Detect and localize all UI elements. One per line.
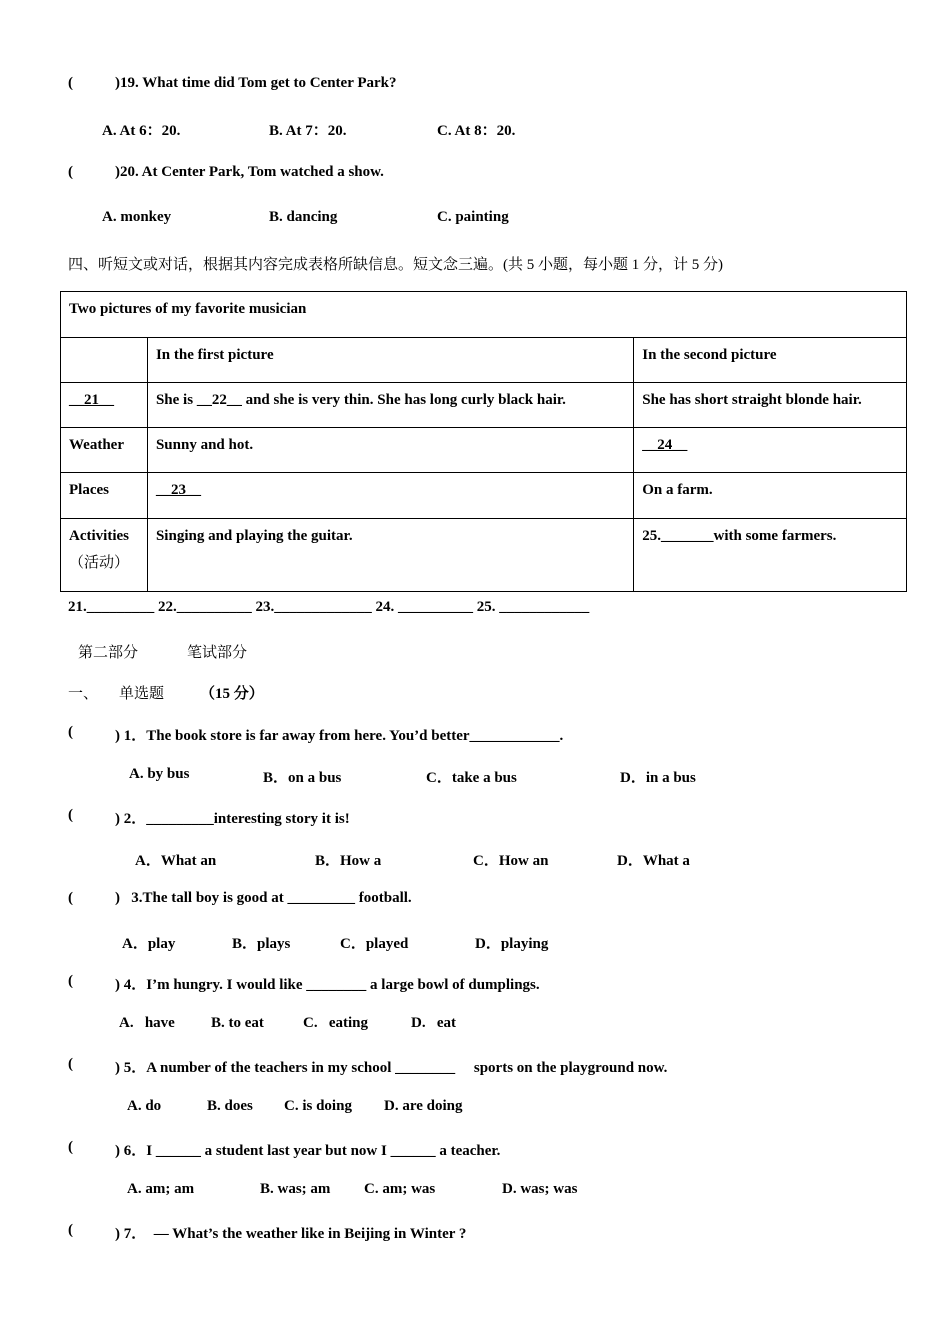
table-row [61, 428, 907, 473]
activities-note: （活动） [69, 555, 130, 571]
q19-paren: ( [68, 75, 73, 91]
mcq2-paren: ( [68, 807, 73, 823]
mcq2-option-c: C．How an [473, 853, 549, 869]
mcq3-option-d: D．playing [475, 936, 549, 952]
q19-text: )19. What time did Tom get to Center Park? [115, 75, 397, 91]
mcq3-option-b: B．plays [232, 936, 291, 952]
mcq3-option-a: A．play [122, 936, 176, 952]
q20-paren: ( [68, 164, 73, 180]
mcq4-option-a: A. have [119, 1015, 175, 1031]
table-row [61, 383, 907, 428]
mcq2-option-d: D．What a [617, 853, 690, 869]
blank-21: __21__ [61, 383, 148, 428]
mcq5-option-c: C. is doing [284, 1098, 352, 1114]
table-header-row [61, 338, 907, 383]
mcq1-text: ) 1．The book store is far away from here. You’d better____________. [115, 728, 564, 744]
mcq7-paren: ( [68, 1222, 73, 1238]
section1-label: 一、 [68, 686, 99, 702]
mcq5-option-a: A. do [127, 1098, 162, 1114]
places-second: On a farm. [634, 473, 907, 519]
q20-option-a: A. monkey [102, 209, 172, 225]
q20-option-c: C. painting [437, 209, 509, 225]
part2-title: 笔试部分 [187, 645, 248, 661]
appearance-first: She is __22__ and she is very thin. She has long curly black hair. [147, 383, 633, 428]
q20-option-b: B. dancing [269, 209, 338, 225]
mcq1-option-d: D．in a bus [620, 770, 696, 786]
info-table [60, 291, 907, 592]
mcq6-text: ) 6．I ______ a student last year but now I ______ a teacher. [115, 1143, 501, 1159]
mcq5-paren: ( [68, 1056, 73, 1072]
table-header-second: In the second picture [634, 338, 907, 383]
mcq6-paren: ( [68, 1139, 73, 1155]
mcq6-option-a: A. am; am [127, 1181, 195, 1197]
mcq6-option-d: D. was; was [502, 1181, 578, 1197]
mcq3-paren: ( [68, 890, 73, 906]
mcq1-option-b: B．on a bus [263, 770, 342, 786]
mcq1-option-a: A. by bus [129, 766, 190, 782]
weather-label: Weather [61, 428, 148, 473]
activities-label: Activities [69, 528, 129, 544]
blank-24: __24__ [634, 428, 907, 473]
table-header-first: In the first picture [147, 338, 633, 383]
section4-instruction: 四、听短文或对话，根据其内容完成表格所缺信息。短文念三遍。(共 5 小题，每小题 1 分，计 5 分) [68, 257, 723, 273]
appearance-second: She has short straight blonde hair. [634, 383, 907, 428]
table-title-row [61, 292, 907, 338]
mcq4-text: ) 4．I’m hungry. I would like ________ a large bowl of dumplings. [115, 977, 540, 993]
mcq1-option-c: C．take a bus [426, 770, 517, 786]
mcq4-paren: ( [68, 973, 73, 989]
table-row [61, 519, 907, 592]
activities-first: Singing and playing the guitar. [147, 519, 633, 592]
mcq1-paren: ( [68, 724, 73, 740]
mcq2-option-a: A．What an [135, 853, 217, 869]
mcq6-option-b: B. was; am [260, 1181, 331, 1197]
mcq7-text: ) 7． — What’s the weather like in Beijing in Winter ? [115, 1226, 467, 1242]
places-label: Places [61, 473, 148, 519]
mcq3-option-c: C．played [340, 936, 409, 952]
part2-label: 第二部分 [78, 645, 139, 661]
table-header-empty [61, 338, 148, 383]
section1-title: 单选题 [119, 686, 165, 702]
q19-option-b: B. At 7：20. [269, 123, 347, 139]
mcq5-option-d: D. are doing [384, 1098, 463, 1114]
mcq4-option-c: C. eating [303, 1015, 368, 1031]
weather-first: Sunny and hot. [147, 428, 633, 473]
mcq2-option-b: B．How a [315, 853, 382, 869]
activities-cell [61, 519, 148, 592]
mcq3-text: ) 3.The tall boy is good at _________ football. [115, 890, 412, 906]
answer-line: 21._________ 22.__________ 23._____________ 24. __________ 25. ____________ [68, 599, 590, 615]
blank-23: __23__ [147, 473, 633, 519]
mcq4-option-b: B. to eat [211, 1015, 264, 1031]
activities-second: 25._______with some farmers. [634, 519, 907, 592]
q19-option-c: C. At 8：20. [437, 123, 516, 139]
section1-score: （15 分） [200, 686, 264, 702]
table-title: Two pictures of my favorite musician [61, 292, 907, 338]
mcq2-text: ) 2．_________interesting story it is! [115, 811, 350, 827]
table-row [61, 473, 907, 519]
mcq4-option-d: D. eat [411, 1015, 456, 1031]
q19-option-a: A. At 6：20. [102, 123, 181, 139]
q20-text: )20. At Center Park, Tom watched a show. [115, 164, 384, 180]
mcq5-text: ) 5．A number of the teachers in my school ________ sports on the playground now. [115, 1060, 668, 1076]
mcq6-option-c: C. am; was [364, 1181, 436, 1197]
mcq5-option-b: B. does [207, 1098, 253, 1114]
